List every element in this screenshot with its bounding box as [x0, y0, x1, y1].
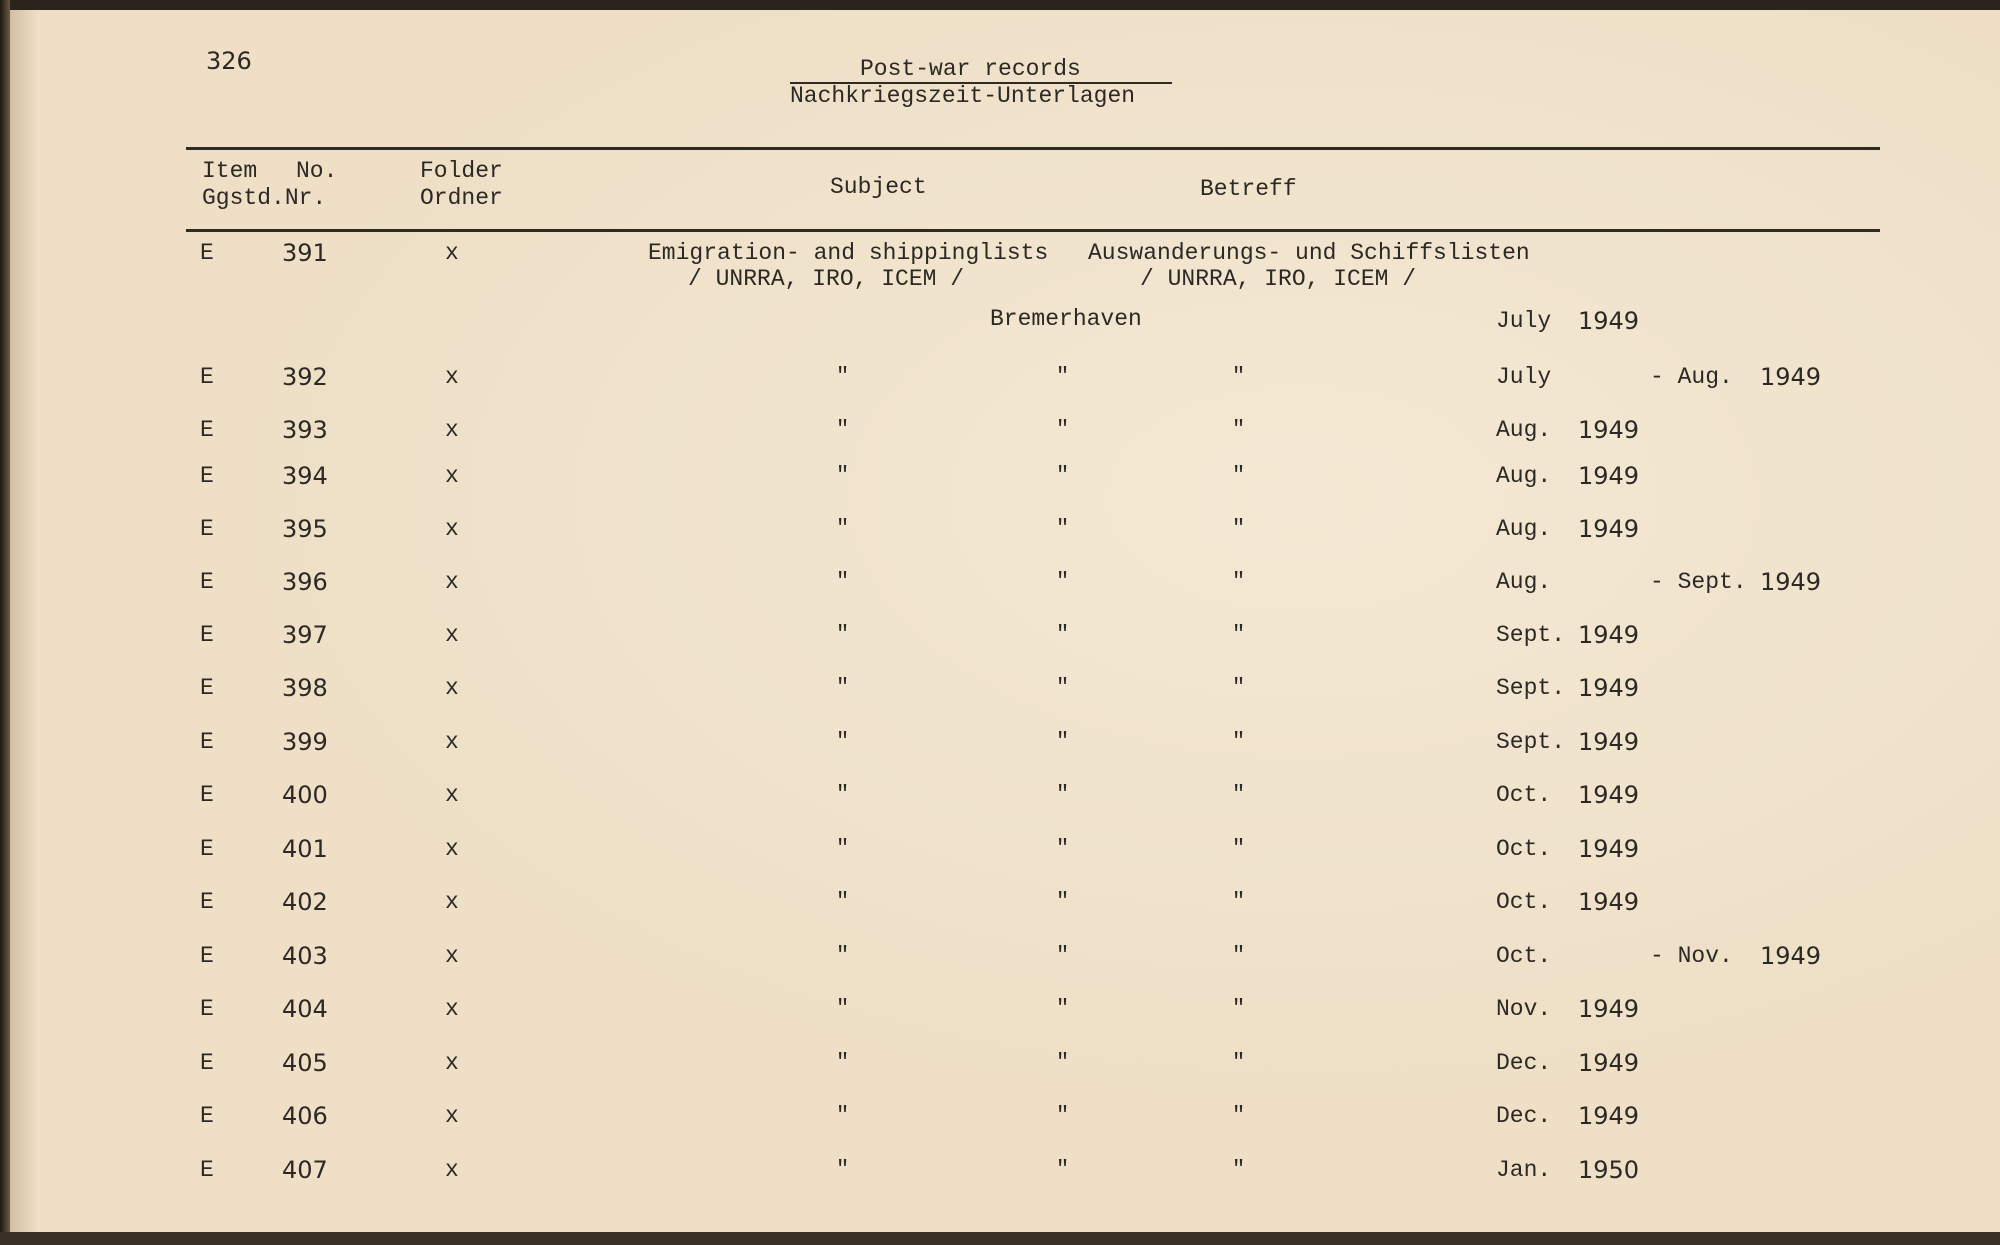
ditto-mark: ": [1056, 463, 1070, 488]
ditto-mark: ": [1056, 516, 1070, 541]
date-from: Dec.: [1496, 1103, 1552, 1129]
date-to-year: 1949: [1760, 568, 1822, 596]
item-code: E: [200, 240, 214, 266]
subject-english-orgs: / UNRRA, IRO, ICEM /: [688, 266, 965, 292]
ditto-mark: ": [1232, 1050, 1246, 1075]
header-bottom-rule: [186, 229, 1880, 232]
header-top-rule: [186, 147, 1880, 150]
date-from: Aug.: [1496, 417, 1552, 443]
subject-german: Auswanderungs- und Schiffslisten: [1088, 240, 1530, 266]
date-year: 1950: [1578, 1156, 1640, 1184]
ditto-mark: ": [1232, 836, 1246, 861]
date-year: 1949: [1578, 835, 1640, 863]
item-code: E: [200, 889, 214, 915]
ditto-mark: ": [836, 364, 850, 389]
header-ggstd-nr: Ggstd.Nr.: [202, 185, 327, 211]
date-from: Jan.: [1496, 1157, 1552, 1183]
item-number: 400: [282, 781, 328, 809]
ditto-mark: ": [836, 1050, 850, 1075]
date-from: Sept.: [1496, 675, 1566, 701]
ditto-mark: ": [836, 996, 850, 1021]
item-number: 397: [282, 621, 328, 649]
ditto-mark: ": [1056, 364, 1070, 389]
date-year: 1949: [1578, 1102, 1640, 1130]
date-year: 1949: [1578, 674, 1640, 702]
folder-mark: x: [445, 943, 459, 969]
date-year: 1949: [1578, 515, 1640, 543]
folder-mark: x: [445, 622, 459, 648]
item-code: E: [200, 675, 214, 701]
item-number: 404: [282, 995, 328, 1023]
ditto-mark: ": [1056, 943, 1070, 968]
date-from: July: [1496, 308, 1552, 334]
ditto-mark: ": [1232, 782, 1246, 807]
date-to-year: 1949: [1760, 942, 1822, 970]
item-number: 395: [282, 515, 328, 543]
ditto-mark: ": [836, 1103, 850, 1128]
date-from: Aug.: [1496, 516, 1552, 542]
folder-mark: x: [445, 240, 459, 266]
date-year: 1949: [1578, 621, 1640, 649]
folder-mark: x: [445, 782, 459, 808]
ditto-mark: ": [1056, 675, 1070, 700]
ditto-mark: ": [1232, 463, 1246, 488]
ditto-mark: ": [1232, 417, 1246, 442]
folder-mark: x: [445, 364, 459, 390]
header-item: Item: [202, 158, 258, 184]
date-year: 1949: [1578, 307, 1640, 335]
ditto-mark: ": [836, 569, 850, 594]
date-from: Aug.: [1496, 463, 1552, 489]
ditto-mark: ": [836, 729, 850, 754]
folder-mark: x: [445, 569, 459, 595]
item-code: E: [200, 364, 214, 390]
ditto-mark: ": [1056, 729, 1070, 754]
item-number: 394: [282, 462, 328, 490]
date-year: 1949: [1578, 416, 1640, 444]
ditto-mark: ": [1232, 364, 1246, 389]
date-to: - Sept.: [1650, 569, 1747, 595]
ditto-mark: ": [1056, 782, 1070, 807]
item-code: E: [200, 836, 214, 862]
item-number: 391: [282, 239, 328, 267]
date-year: 1949: [1578, 781, 1640, 809]
date-year: 1949: [1578, 728, 1640, 756]
date-to: - Aug.: [1650, 364, 1733, 390]
item-number: 401: [282, 835, 328, 863]
ditto-mark: ": [1232, 729, 1246, 754]
ditto-mark: ": [1232, 1157, 1246, 1182]
header-subject: Subject: [830, 174, 927, 200]
item-code: E: [200, 622, 214, 648]
ditto-mark: ": [836, 1157, 850, 1182]
ditto-mark: ": [1056, 622, 1070, 647]
book-spine: [0, 0, 10, 1245]
ditto-mark: ": [836, 836, 850, 861]
item-number: 402: [282, 888, 328, 916]
ditto-mark: ": [836, 516, 850, 541]
ditto-mark: ": [1232, 516, 1246, 541]
item-code: E: [200, 782, 214, 808]
date-from: Oct.: [1496, 782, 1552, 808]
place: Bremerhaven: [990, 306, 1142, 332]
ditto-mark: ": [1056, 1050, 1070, 1075]
date-from: Oct.: [1496, 889, 1552, 915]
folder-mark: x: [445, 836, 459, 862]
item-code: E: [200, 569, 214, 595]
folder-mark: x: [445, 729, 459, 755]
ditto-mark: ": [836, 675, 850, 700]
item-code: E: [200, 516, 214, 542]
date-from: July: [1496, 364, 1552, 390]
page-number: 326: [206, 47, 252, 75]
item-code: E: [200, 996, 214, 1022]
folder-mark: x: [445, 516, 459, 542]
folder-mark: x: [445, 675, 459, 701]
page-bottom-edge: [0, 1232, 2000, 1245]
item-code: E: [200, 417, 214, 443]
header-betreff: Betreff: [1200, 176, 1297, 202]
ditto-mark: ": [1056, 1157, 1070, 1182]
ditto-mark: ": [1232, 569, 1246, 594]
date-year: 1949: [1578, 462, 1640, 490]
header-folder: Folder: [420, 158, 503, 184]
item-code: E: [200, 1050, 214, 1076]
header-ordner: Ordner: [420, 185, 503, 211]
title-english: Post-war records: [860, 56, 1081, 82]
item-code: E: [200, 943, 214, 969]
ditto-mark: ": [1232, 1103, 1246, 1128]
item-number: 396: [282, 568, 328, 596]
folder-mark: x: [445, 463, 459, 489]
folder-mark: x: [445, 417, 459, 443]
item-code: E: [200, 463, 214, 489]
ditto-mark: ": [836, 622, 850, 647]
ditto-mark: ": [836, 889, 850, 914]
document-page: [10, 10, 2000, 1232]
ditto-mark: ": [836, 417, 850, 442]
item-number: 407: [282, 1156, 328, 1184]
item-code: E: [200, 1103, 214, 1129]
folder-mark: x: [445, 1157, 459, 1183]
date-from: Nov.: [1496, 996, 1552, 1022]
folder-mark: x: [445, 1050, 459, 1076]
folder-mark: x: [445, 1103, 459, 1129]
item-number: 393: [282, 416, 328, 444]
item-number: 399: [282, 728, 328, 756]
ditto-mark: ": [1056, 996, 1070, 1021]
ditto-mark: ": [836, 943, 850, 968]
ditto-mark: ": [1056, 417, 1070, 442]
folder-mark: x: [445, 996, 459, 1022]
ditto-mark: ": [836, 463, 850, 488]
ditto-mark: ": [1232, 622, 1246, 647]
date-year: 1949: [1578, 1049, 1640, 1077]
date-from: Aug.: [1496, 569, 1552, 595]
subject-german-orgs: / UNRRA, IRO, ICEM /: [1140, 266, 1417, 292]
ditto-mark: ": [836, 782, 850, 807]
date-to: - Nov.: [1650, 943, 1733, 969]
item-number: 392: [282, 363, 328, 391]
ditto-mark: ": [1232, 889, 1246, 914]
item-number: 398: [282, 674, 328, 702]
item-number: 405: [282, 1049, 328, 1077]
item-number: 403: [282, 942, 328, 970]
date-from: Dec.: [1496, 1050, 1552, 1076]
title-german: Nachkriegszeit-Unterlagen: [790, 83, 1136, 109]
date-to-year: 1949: [1760, 363, 1822, 391]
folder-mark: x: [445, 889, 459, 915]
ditto-mark: ": [1232, 996, 1246, 1021]
date-year: 1949: [1578, 888, 1640, 916]
item-number: 406: [282, 1102, 328, 1130]
date-from: Oct.: [1496, 836, 1552, 862]
ditto-mark: ": [1056, 889, 1070, 914]
subject-english: Emigration- and shippinglists: [648, 240, 1049, 266]
ditto-mark: ": [1056, 569, 1070, 594]
date-from: Sept.: [1496, 729, 1566, 755]
ditto-mark: ": [1232, 943, 1246, 968]
item-code: E: [200, 1157, 214, 1183]
item-code: E: [200, 729, 214, 755]
date-from: Sept.: [1496, 622, 1566, 648]
date-from: Oct.: [1496, 943, 1552, 969]
header-no: No.: [296, 158, 338, 184]
ditto-mark: ": [1056, 836, 1070, 861]
ditto-mark: ": [1056, 1103, 1070, 1128]
date-year: 1949: [1578, 995, 1640, 1023]
ditto-mark: ": [1232, 675, 1246, 700]
